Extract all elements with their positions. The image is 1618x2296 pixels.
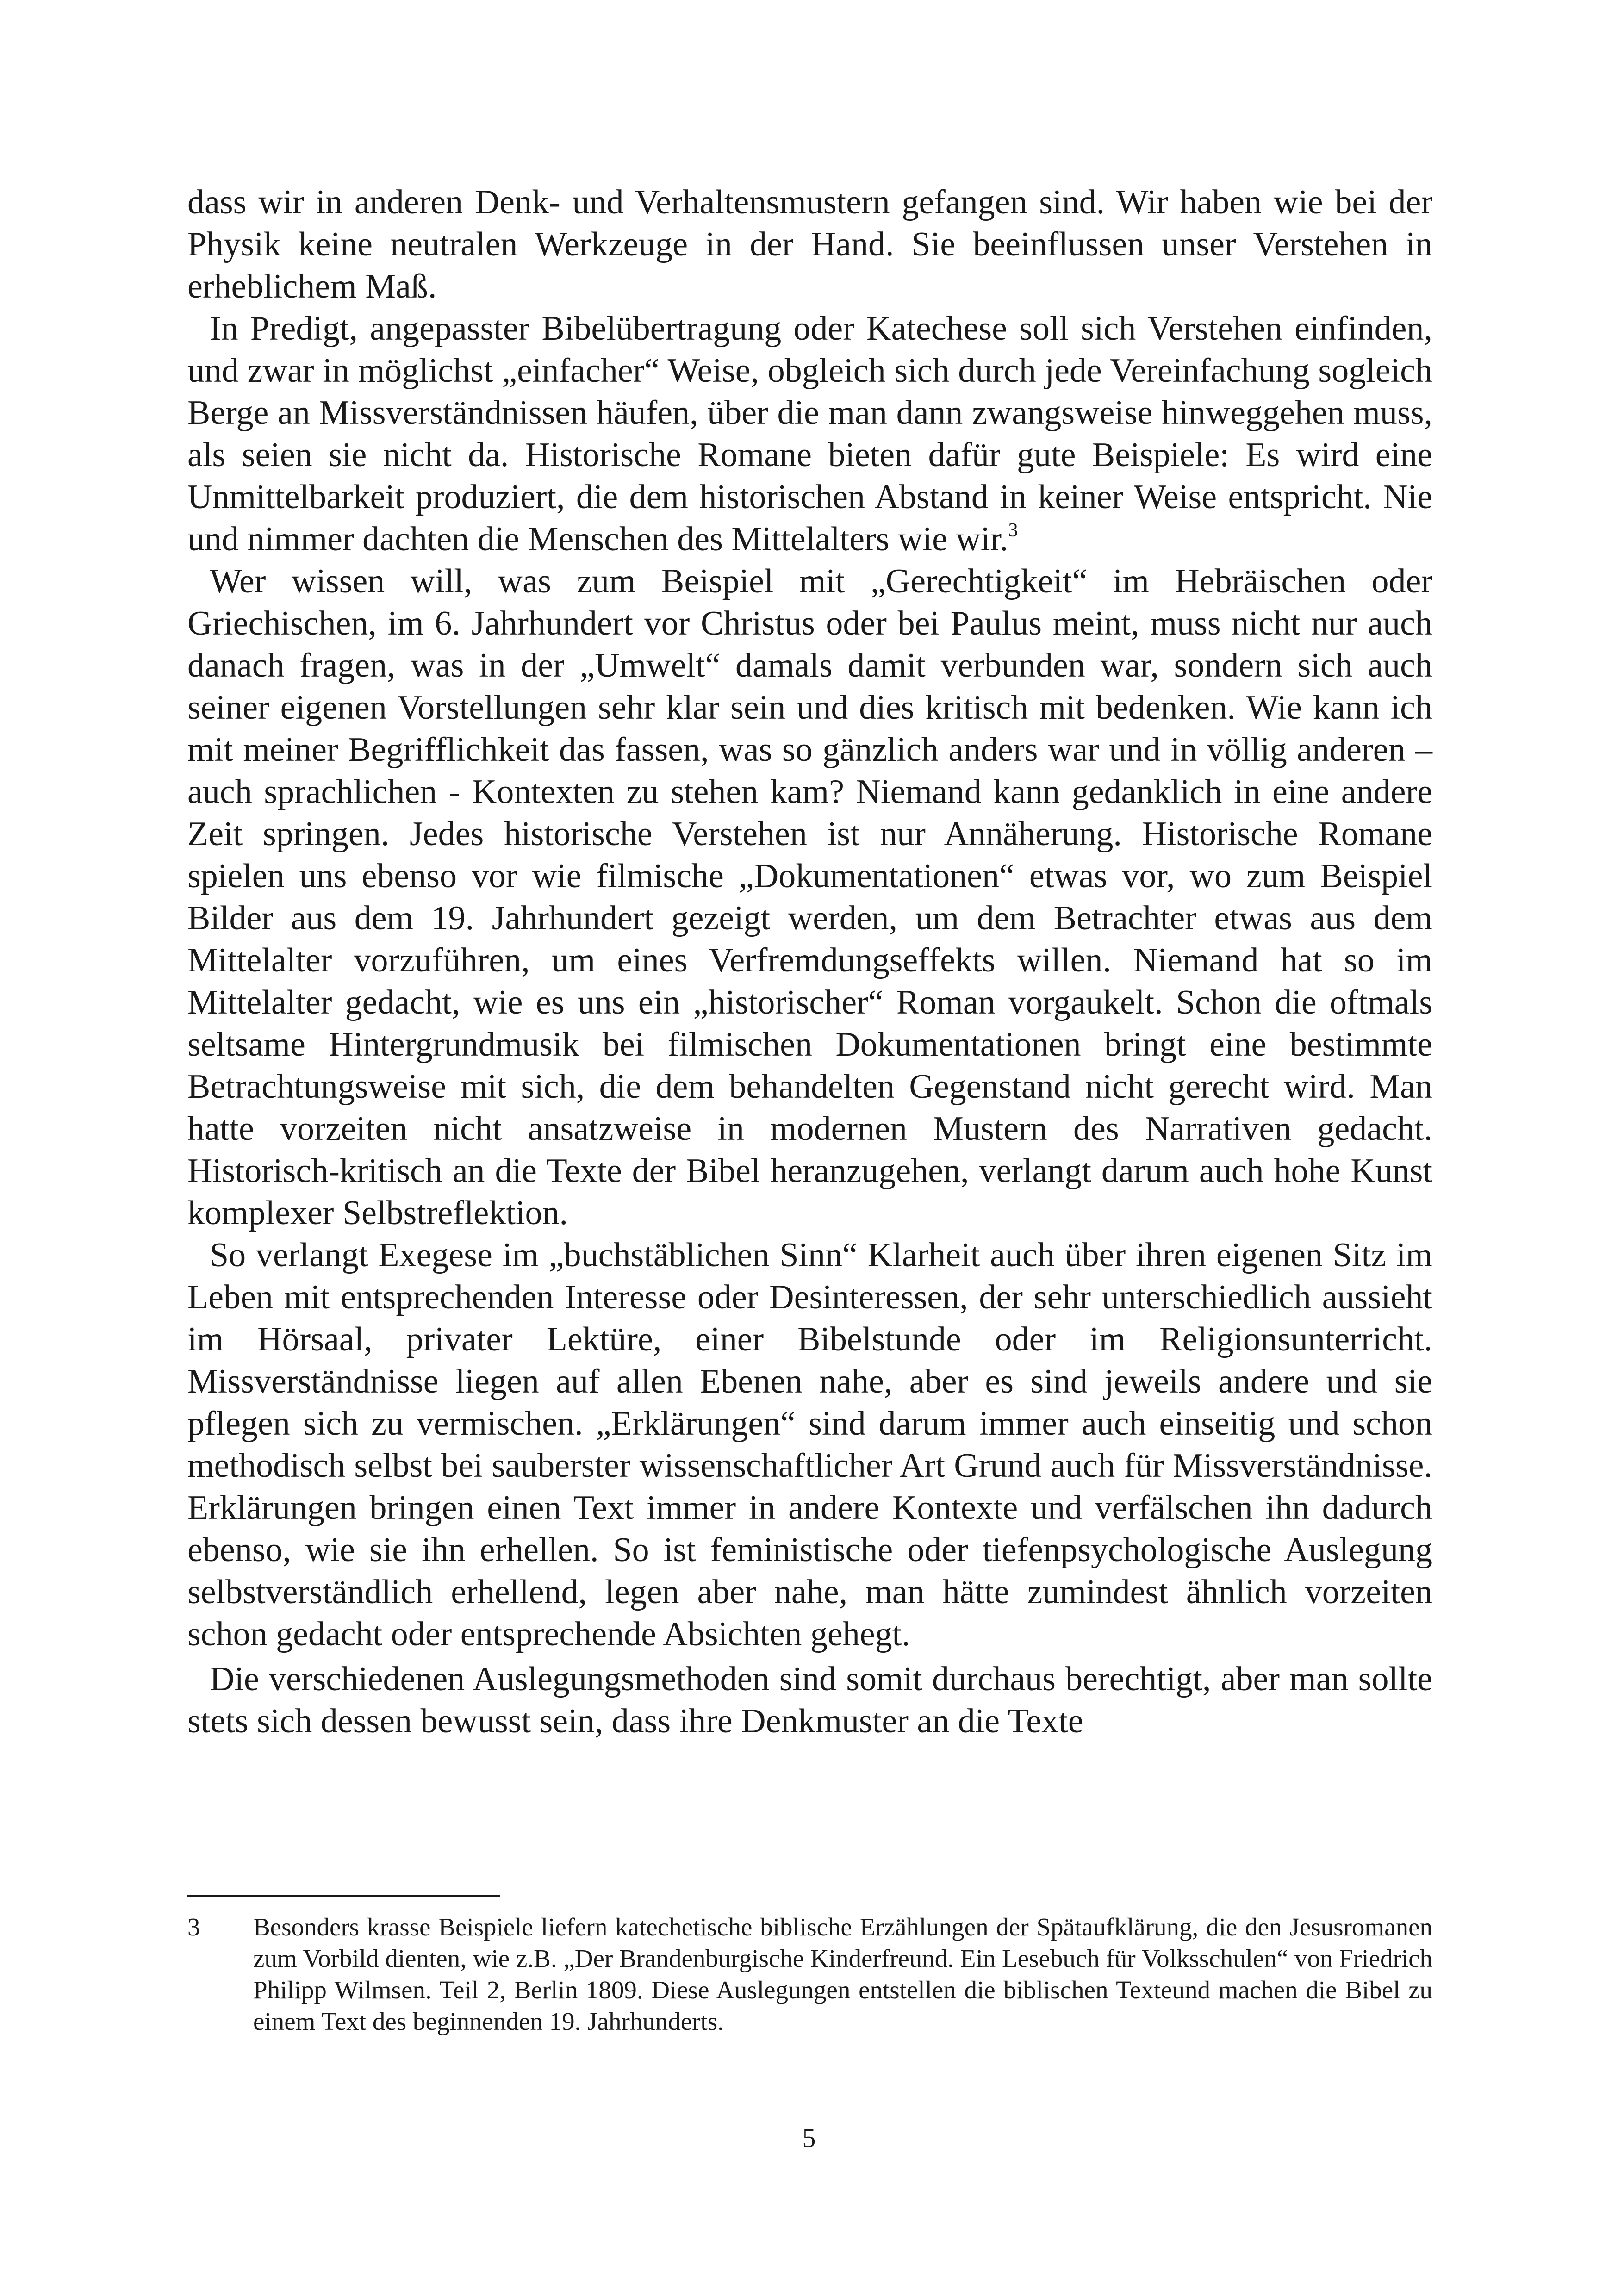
footnote-separator [187, 1895, 500, 1897]
paragraph-2-text: In Predigt, angepasster Bibelübertragung oder Katechese soll sich Verstehen einfinden, und zwar in möglichst „einfacher“ Weise, obgleich sich durch jede Vereinfachung sogleich Berge an Missverständnissen häufen, über die man dann zwangsweise hinweggehen muss, als seien sie nicht da. Historische Romane bieten dafür gute Beispiele: Es wird eine Unmittelbarkeit produziert, die dem historischen Abstand in keiner Weise entspricht. Nie und nimmer dachten die Menschen des Mittelalters wie wir. [187, 310, 1432, 558]
page-number: 5 [802, 2123, 816, 2153]
paragraph-2 [187, 308, 1432, 560]
paragraph-3: Wer wissen will, was zum Beispiel mit „Gerechtigkeit“ im Hebräischen oder Griechischen, im 6. Jahrhundert vor Christus oder bei Paulus meint, muss nicht nur auch danach fragen, was in der „Umwelt“ damals damit verbunden war, sondern sich auch seiner eigenen Vorstellungen sehr klar sein und dies kritisch mit bedenken. Wie kann ich mit meiner Begrifflichkeit das fassen, was so gänzlich anders war und in völlig anderen – auch sprachlichen - Kontexten zu stehen kam? Niemand kann gedanklich in eine andere Zeit springen. Jedes historische Verstehen ist nur Annäherung. Historische Romane spielen uns ebenso vor wie filmische „Dokumentationen“ etwas vor, wo zum Beispiel Bilder aus dem 19. Jahrhundert gezeigt werden, um dem Betrachter etwas aus dem Mittelalter vorzuführen, um eines Verfremdungseffekts willen. Niemand hat so im Mittelalter gedacht, wie es uns ein „historischer“ Roman vorgaukelt. Schon die oftmals seltsame Hintergrundmusik bei filmischen Dokumentationen bringt eine bestimmte Betrachtungsweise mit sich, die dem behandelten Gegenstand nicht gerecht wird. Man hatte vorzeiten nicht ansatzweise in modernen Mustern des Narrativen gedacht. Historisch-kritisch an die Texte der Bibel heranzugehen, verlangt darum auch hohe Kunst komplexer Selbstreflektion. [187, 562, 1432, 1232]
footnote-text: Besonders krasse Beispiele liefern katechetische biblische Erzählungen der Spätaufklärung, die den Jesusromanen zum Vorbild dienten, wie z.B. „Der Brandenburgische Kinderfreund. Ein Lesebuch für Volksschulen“ von Friedrich Philipp Wilmsen. Teil 2, Berlin 1809. Diese Auslegungen entstellen die biblischen Texteund machen die Bibel zu einem Text des beginnenden 19. Jahrhunderts. [253, 1913, 1432, 2035]
footnote-3 [187, 1911, 1432, 2037]
footnote-number: 3 [187, 1913, 200, 1941]
paragraph-5: Die verschiedenen Auslegungsmethoden sind somit durchaus berechtigt, aber man sollte stets sich dessen bewusst sein, dass ihre Denkmuster an die Texte [187, 1660, 1432, 1740]
paragraph-1: dass wir in anderen Denk- und Verhaltensmustern gefangen sind. Wir haben wie bei der Physik keine neutralen Werkzeuge in der Hand. Sie beeinflussen unser Verstehen in erheblichem Maß. [187, 183, 1432, 305]
footnotes [187, 1911, 1432, 2037]
paragraph-4: So verlangt Exegese im „buchstäblichen Sinn“ Klarheit auch über ihren eigenen Sitz im Leben mit entsprechenden Interesse oder Desinteressen, der sehr unterschiedlich aussieht im Hörsaal, privater Lektüre, einer Bibelstunde oder im Religionsunterricht. Missverständnisse liegen auf allen Ebenen nahe, aber es sind jeweils andere und sie pflegen sich zu vermischen. „Erklärungen“ sind darum immer auch einseitig und schon methodisch selbst bei sauberster wissenschaftlicher Art Grund auch für Missverständnisse. Erklärungen bringen einen Text immer in andere Kontexte und verfälschen ihn dadurch ebenso, wie sie ihn erhellen. So ist feministische oder tiefenpsychologische Auslegung selbstverständlich erhellend, legen aber nahe, man hätte zumindest ähnlich vorzeiten schon gedacht oder entsprechende Absichten gehegt. [187, 1236, 1432, 1653]
footnote-reference-3[interactable]: 3 [1008, 520, 1018, 541]
body-text [187, 181, 1432, 1742]
